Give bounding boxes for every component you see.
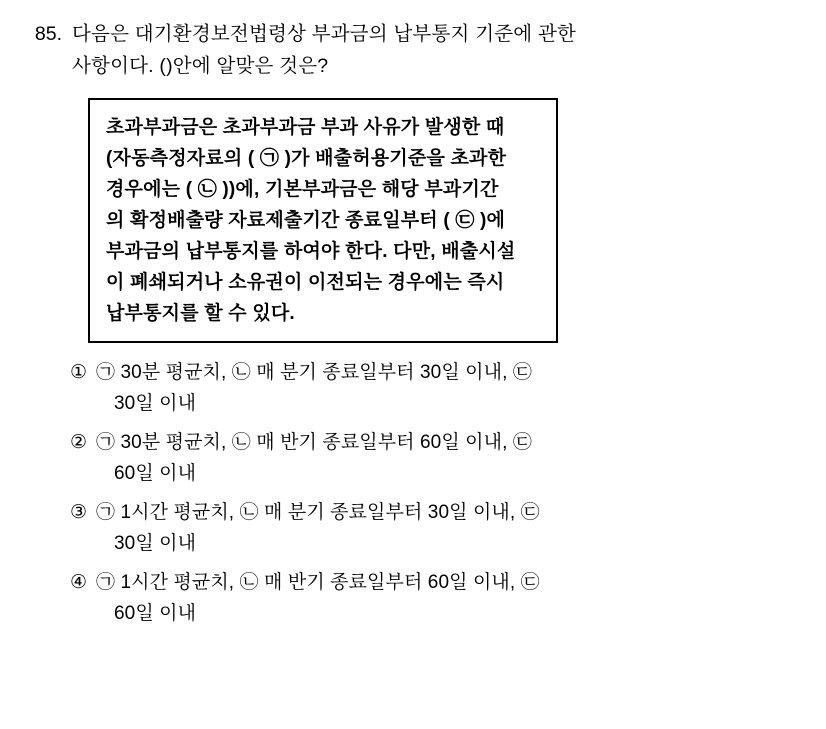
choice-marker: ② — [70, 432, 88, 453]
passage-line: (자동측정자료의 ( ㉠ )가 배출허용기준을 초과한 — [106, 148, 507, 169]
choice-text-line-1: ㉠ 1시간 평균치, ㉡ 매 분기 종료일부터 30일 이내, ㉢ — [96, 502, 540, 523]
choice-option-1[interactable] — [70, 357, 796, 419]
question-number: 85. — [34, 23, 62, 45]
passage-line: 납부통지를 할 수 있다. — [106, 303, 295, 324]
passage-line: 이 폐쇄되거나 소유권이 이전되는 경우에는 즉시 — [106, 272, 505, 293]
passage-box — [88, 98, 558, 343]
passage-line: 부과금의 납부통지를 하여야 한다. 다만, 배출시설 — [106, 241, 516, 262]
choice-text-line-2: 60일 이내 — [114, 603, 197, 624]
question-stem — [22, 18, 796, 82]
choice-option-2[interactable] — [70, 427, 796, 489]
choice-option-3[interactable] — [70, 497, 796, 559]
passage-line: 경우에는 ( ㉡ ))에, 기본부과금은 해당 부과기간 — [106, 179, 499, 200]
choice-marker: ① — [70, 362, 88, 383]
choice-text — [96, 567, 796, 629]
choice-text-line-1: ㉠ 30분 평균치, ㉡ 매 반기 종료일부터 60일 이내, ㉢ — [96, 432, 532, 453]
choice-text-line-1: ㉠ 1시간 평균치, ㉡ 매 반기 종료일부터 60일 이내, ㉢ — [96, 572, 540, 593]
choice-marker: ③ — [70, 502, 88, 523]
choice-text — [96, 357, 796, 419]
choice-text — [96, 427, 796, 489]
question-text — [72, 18, 796, 82]
answer-choices — [70, 357, 796, 629]
passage-line: 초과부과금은 초과부과금 부과 사유가 발생한 때 — [106, 117, 505, 138]
choice-text-line-1: ㉠ 30분 평균치, ㉡ 매 분기 종료일부터 30일 이내, ㉢ — [96, 362, 532, 383]
question-text-line-1: 다음은 대기환경보전법령상 부과금의 납부통지 기준에 관한 — [72, 23, 577, 45]
choice-text-line-2: 60일 이내 — [114, 463, 197, 484]
choice-marker: ④ — [70, 572, 88, 593]
choice-text-line-2: 30일 이내 — [114, 533, 197, 554]
choice-text-line-2: 30일 이내 — [114, 393, 197, 414]
question-text-line-2: 사항이다. ()안에 알맞은 것은? — [72, 55, 329, 77]
passage-line: 의 확정배출량 자료제출기간 종료일부터 ( ㉢ )에 — [106, 210, 506, 231]
choice-text — [96, 497, 796, 559]
choice-option-4[interactable] — [70, 567, 796, 629]
